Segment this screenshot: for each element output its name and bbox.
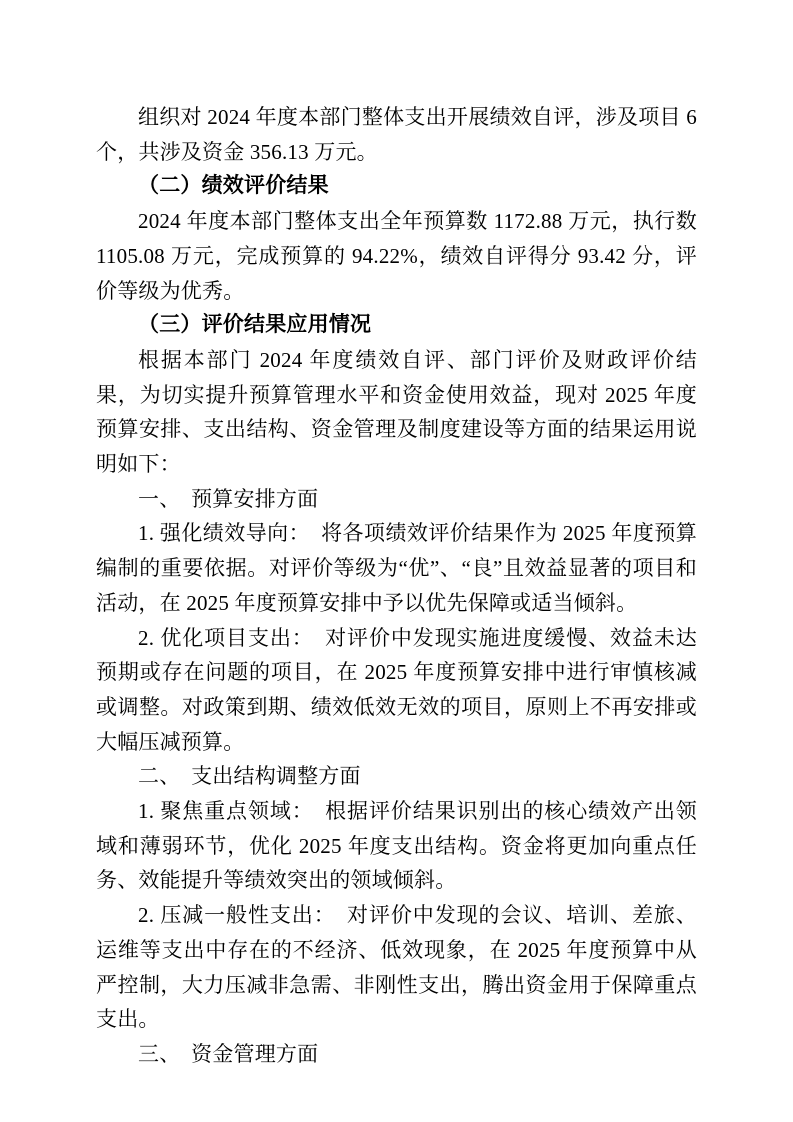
paragraph-strengthen-performance: 1. 强化绩效导向： 将各项绩效评价结果作为 2025 年度预算编制的重要依据。对评价等级为“优”、“良”且效益显著的项目和活动，在 2025 年度预算安排中予以优先保障或适当倾斜。 (96, 521, 697, 615)
paragraph-budget-execution-summary: 2024 年度本部门整体支出全年预算数 1172.88 万元，执行数 1105.08 万元，完成预算的 94.22%，绩效自评得分 93.42 分，评价等级为优秀。 (96, 209, 697, 303)
paragraph-self-evaluation-scope: 组织对 2024 年度本部门整体支出开展绩效自评，涉及项目 6 个，共涉及资金 356.13 万元。 (96, 105, 697, 164)
section-title-fund-management: 三、 资金管理方面 (138, 1041, 319, 1066)
heading-performance-eval-results: （二）绩效评价结果 (138, 174, 329, 198)
paragraph-cut-general-spending: 2. 压减一般性支出： 对评价中发现的会议、培训、差旅、运维等支出中存在的不经济、低效现象，在 2025 年度预算中从严控制，大力压减非急需、非刚性支出，腾出资金用于保障重点支出。 (96, 903, 697, 1032)
section-title-budget-arrangement: 一、 预算安排方面 (138, 486, 319, 511)
paragraph-result-application-intro: 根据本部门 2024 年度绩效自评、部门评价及财政评价结果，为切实提升预算管理水平和资金使用效益，现对 2025 年度预算安排、支出结构、资金管理及制度建设等方面的结果运用说明如下： (96, 347, 697, 477)
section-title-spending-structure: 二、 支出结构调整方面 (138, 764, 361, 789)
paragraph-focus-key-areas: 1. 聚焦重点领域： 根据评价结果识别出的核心绩效产出领域和薄弱环节，优化 2025 年度支出结构。资金将更加向重点任务、效能提升等绩效突出的领域倾斜。 (96, 799, 697, 893)
heading-result-application: （三）评价结果应用情况 (138, 313, 372, 337)
paragraph-optimize-project-spending: 2. 优化项目支出： 对评价中发现实施进度缓慢、效益未达预期或存在问题的项目，在 2025 年度预算安排中进行审慎核减或调整。对政策到期、绩效低效无效的项目，原则上不再安排或大幅压减预算。 (96, 625, 697, 754)
